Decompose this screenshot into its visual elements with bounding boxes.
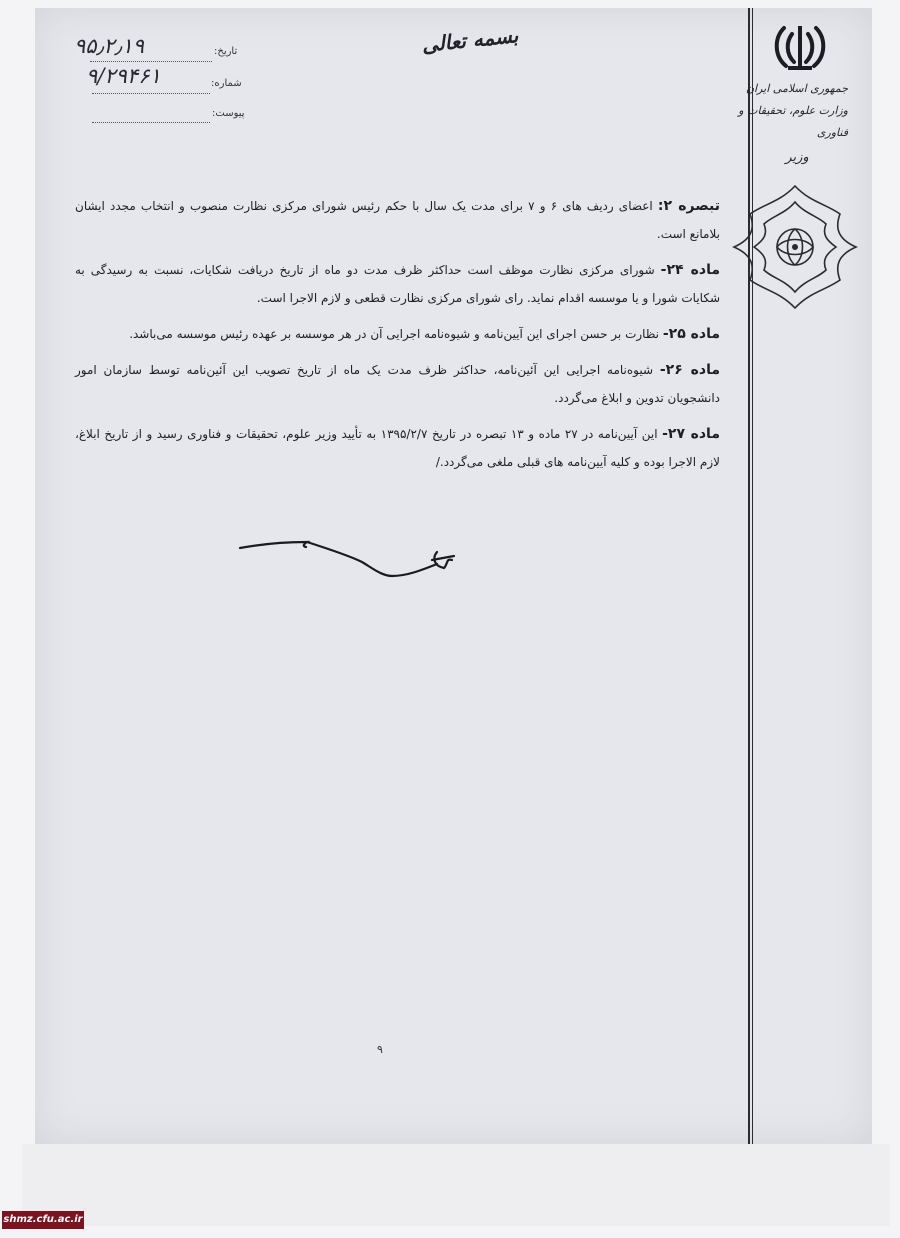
iran-emblem-icon bbox=[770, 20, 830, 72]
paragraph-body: شیوه‌نامه اجرایی این آئین‌نامه، حداکثر ظرف مدت یک ماه از تاریخ تصویب این آئین‌نامه توسط سازمان امور دانشجویان تدوین و ابلاغ می‌گردد. bbox=[75, 363, 720, 405]
paragraph-article-27 bbox=[75, 420, 720, 476]
paragraph-label: تبصره ۲: bbox=[657, 198, 720, 214]
page-margin bbox=[22, 1144, 890, 1226]
paragraph-label: ماده ۲۵- bbox=[662, 326, 720, 342]
source-credit: shmz.cfu.ac.ir bbox=[2, 1211, 84, 1229]
paragraph-label: ماده ۲۷- bbox=[662, 426, 720, 442]
paragraph-body: این آیین‌نامه در ۲۷ ماده و ۱۳ تبصره در تاریخ ۱۳۹۵/۲/۷ به تأیید وزیر علوم، تحقیقات و فناوری رسید و از تاریخ ابلاغ، لازم الاجرا بوده و کلیه آیین‌نامه های قبلی ملغی می‌گردد./ bbox=[75, 427, 720, 469]
bismillah-heading: بسمه تعالی bbox=[420, 23, 520, 57]
attachment-label: پیوست: bbox=[212, 108, 245, 119]
paragraph-article-24 bbox=[75, 256, 720, 312]
date-label: تاریخ: bbox=[214, 46, 238, 57]
date-value: ۹۵٫۲٫۱۹ bbox=[74, 34, 145, 58]
page-number: ۹ bbox=[377, 1043, 383, 1056]
number-line bbox=[92, 92, 210, 94]
org-line: وزارت علوم، تحقیقات و فناوری bbox=[738, 104, 848, 139]
ornament-medallion-icon bbox=[730, 182, 860, 312]
margin-rule-thin bbox=[752, 8, 753, 1144]
margin-rule bbox=[748, 8, 750, 1144]
paragraph-label: ماده ۲۴- bbox=[660, 262, 720, 278]
organization-name bbox=[738, 78, 848, 144]
date-line bbox=[90, 60, 212, 62]
paragraph-body: اعضای ردیف های ۶ و ۷ برای مدت یک سال با حکم رئیس شورای مرکزی نظارت منصوب و انتخاب مجدد ایشان بلامانع است. bbox=[75, 199, 720, 241]
org-line: جمهوری اسلامی ایران bbox=[745, 82, 848, 95]
paragraph-body: نظارت بر حسن اجرای این آیین‌نامه و شیوه‌نامه اجرایی آن در هر موسسه بر عهده رئیس موسسه می‌باشد. bbox=[129, 327, 660, 341]
signature-icon bbox=[232, 530, 482, 585]
minister-title: وزیر bbox=[785, 150, 809, 165]
number-label: شماره: bbox=[211, 78, 242, 89]
paragraph-article-25 bbox=[75, 320, 720, 348]
regulation-text bbox=[75, 192, 720, 484]
paragraph-article-26 bbox=[75, 356, 720, 412]
paragraph-label: ماده ۲۶- bbox=[659, 362, 720, 378]
paragraph-note-2 bbox=[75, 192, 720, 248]
paragraph-body: شورای مرکزی نظارت موظف است حداکثر ظرف مدت دو ماه از تاریخ دریافت شکایات، نسبت به رسیدگی به شکایات شورا و یا موسسه اقدام نماید. رای شورای مرکزی نظارت قطعی و لازم الاجرا است. bbox=[75, 263, 720, 305]
number-value: ۹/۲۹۴۶۱ bbox=[86, 64, 161, 88]
attachment-line bbox=[92, 121, 210, 123]
